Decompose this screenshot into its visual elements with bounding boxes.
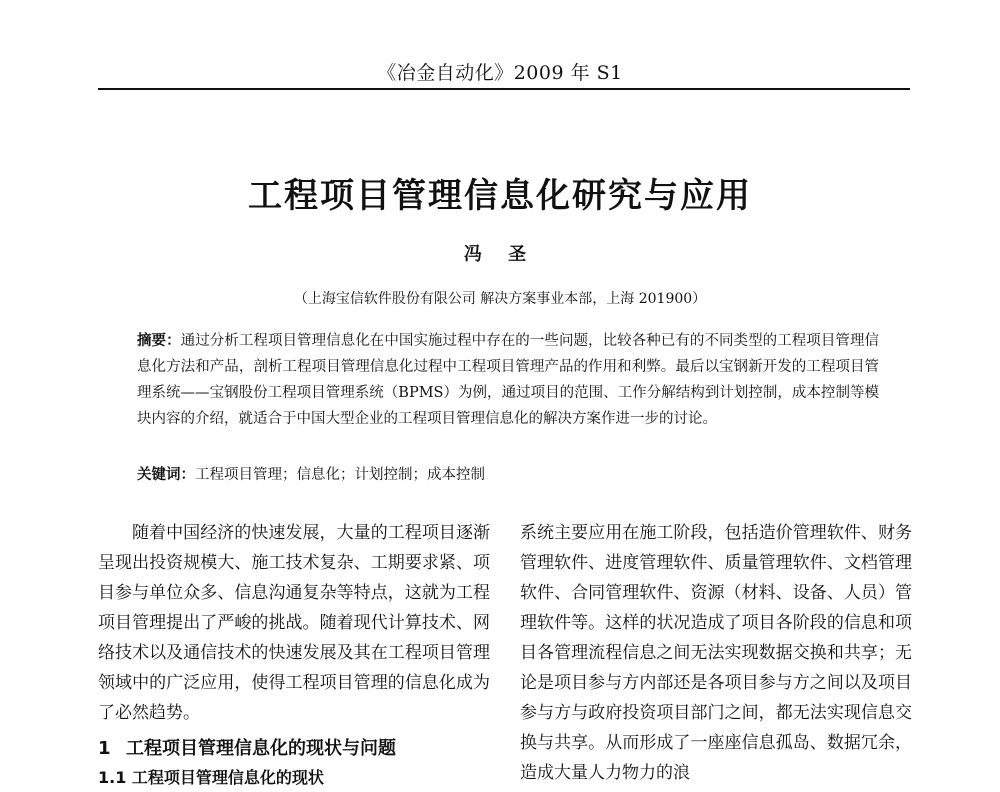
abstract-text: 通过分析工程项目管理信息化在中国实施过程中存在的一些问题，比较各种已有的不同类型的工程项目管理信息化方法和产品，剖析工程项目管理信息化过程中工程项目管理产品的作用和利弊。最后以宝钢新开发的工程项目管理系统——宝钢股份工程项目管理系统（BPMS）为例，通过项目的范围、工作分解结构到计划控制，成本控制等模块内容的介绍，就适合于中国大型企业的工程项目管理信息化的解决方案作进一步的讨论。 [137, 333, 880, 427]
body-column-right [520, 518, 912, 788]
keywords [137, 462, 879, 488]
status-paragraph: 系统主要应用在施工阶段，包括造价管理软件、财务管理软件、进度管理软件、质量管理软件、文档管理软件、合同管理软件、资源（材料、设备、人员）管理软件等。这样的状况造成了项目各阶段的信息和项目各管理流程信息之间无法实现数据交换和共享；无论是项目参与方内部还是各项目参与方之间以及项目参与方与政府投资项目部门之间，都无法实现信息交换与共享。从而形成了一座座信息孤岛、数据冗余，造成大量人力物力的浪 [520, 523, 912, 783]
abstract [137, 328, 879, 432]
author-name: 冯 圣 [463, 244, 537, 265]
subsection-heading-1-1: 1.1 工程项目管理信息化的现状 [98, 768, 324, 787]
header-rule [98, 88, 910, 90]
intro-paragraph: 随着中国经济的快速发展，大量的工程项目逐渐呈现出投资规模大、施工技术复杂、工期要求紧、项目参与单位众多、信息沟通复杂等特点，这就为工程项目管理提出了严峻的挑战。随着现代计算技术、网络技术以及通信技术的快速发展及其在工程项目管理领域中的广泛应用，使得工程项目管理的信息化成为了必然趋势。 [98, 523, 490, 723]
abstract-label: 摘要： [137, 332, 181, 349]
keywords-text: 工程项目管理；信息化；计划控制；成本控制 [195, 467, 485, 483]
article-title: 工程项目管理信息化研究与应用 [248, 176, 752, 216]
journal-header: 《冶金自动化》2009 年 S1 [377, 62, 623, 84]
keywords-label: 关键词： [137, 466, 195, 483]
section-number: 1 [98, 738, 111, 759]
section-title: 工程项目管理信息化的现状与问题 [126, 738, 396, 759]
author-affiliation: （上海宝信软件股份有限公司 解决方案事业本部，上海 201900） [293, 291, 707, 307]
body-column-left [98, 518, 490, 792]
